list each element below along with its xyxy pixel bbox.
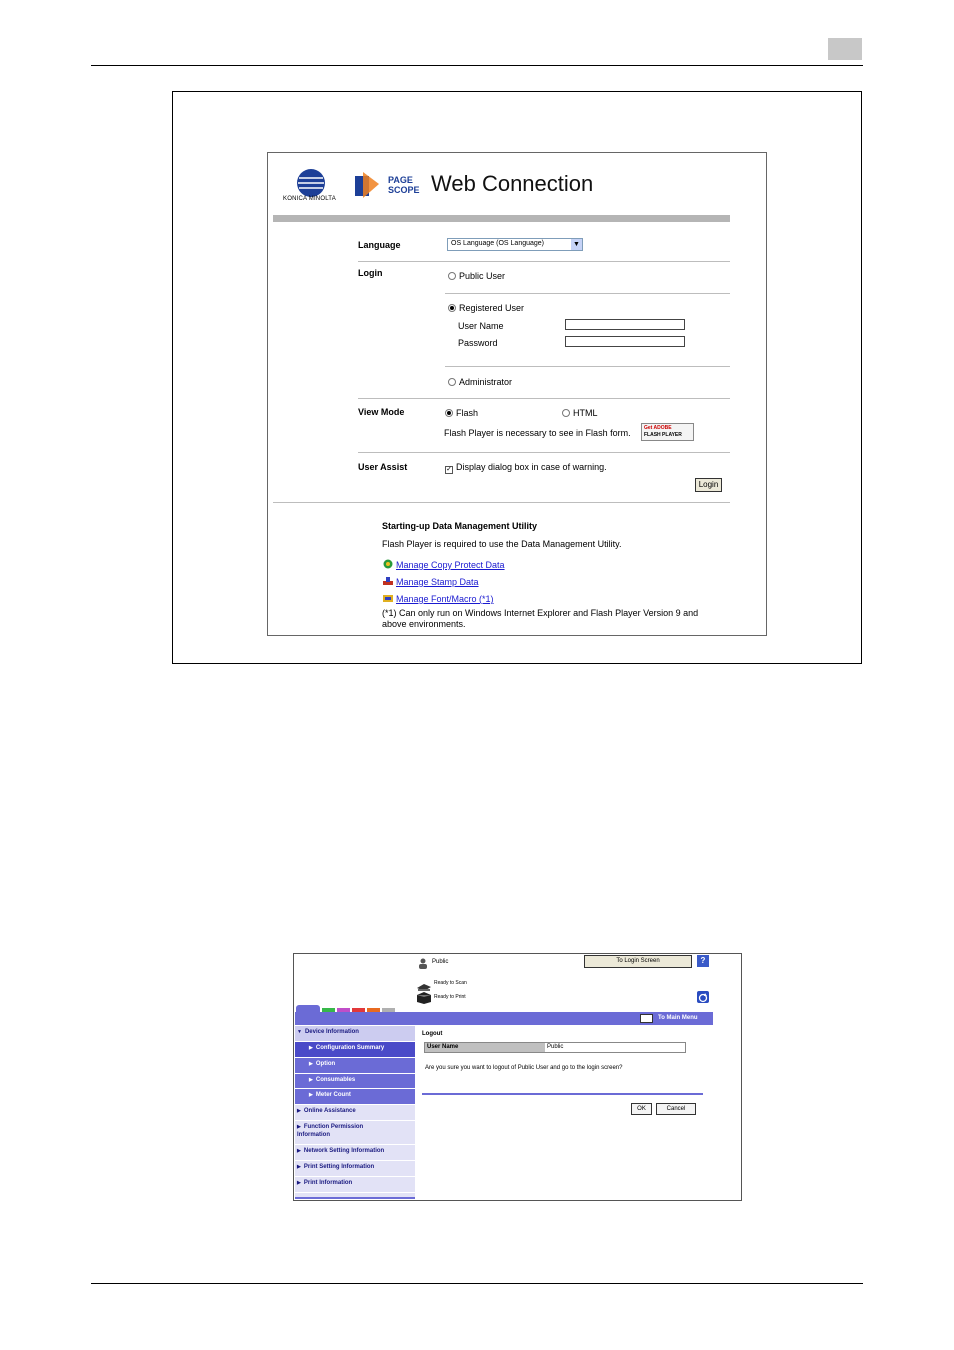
nav-option-label: Option [315,1061,336,1067]
help-icon[interactable]: ? [697,955,709,967]
radio-selected-icon [445,409,453,417]
utility-description: Flash Player is required to use the Data Management Utility. [382,539,622,549]
badge-line-2: FLASH PLAYER [644,432,682,438]
administrator-radio[interactable] [448,377,512,387]
pagescope-logo-icon [353,170,381,200]
divider [445,366,730,367]
scanner-icon [416,979,432,988]
main-menu-icon [640,1014,653,1023]
user-name-input[interactable] [565,319,685,330]
public-user-label: Public User [459,271,506,281]
logout-confirm-message: Are you sure you want to logout of Public User and go to the login screen? [425,1065,623,1071]
html-radio[interactable] [562,408,598,418]
user-name-label: User Name [458,321,504,331]
html-label: HTML [573,408,598,418]
radio-icon [448,378,456,386]
nav-print-setting-label: Print Setting Information [303,1164,375,1170]
manage-stamp-link[interactable] [382,576,479,587]
triangle-right-icon: ▶ [297,1108,301,1114]
divider [358,398,730,399]
copy-protect-icon [382,559,394,569]
logout-divider [422,1093,703,1095]
print-status: Ready to Print [434,994,466,1000]
manage-stamp-text: Manage Stamp Data [396,577,479,587]
flash-label: Flash [456,408,479,418]
manage-font-macro-link[interactable] [382,593,494,604]
triangle-right-icon: ▶ [297,1164,301,1170]
administrator-label: Administrator [459,377,513,387]
language-label: Language [358,240,401,250]
manage-copy-protect-text: Manage Copy Protect Data [396,560,505,570]
warning-dialog-label: Display dialog box in case of warning. [456,462,607,472]
nav-print-information-label: Print Information [303,1180,353,1186]
sidebar-footer [295,1193,415,1199]
triangle-right-icon: ▶ [309,1045,313,1051]
radio-selected-icon [448,304,456,312]
manage-copy-protect-link[interactable] [382,559,505,570]
triangle-right-icon: ▶ [309,1077,313,1083]
ok-button[interactable]: OK [631,1103,652,1115]
nav-network-setting-label: Network Setting Information [303,1148,385,1154]
manage-font-macro-text: Manage Font/Macro (*1) [396,594,494,604]
divider [445,293,730,294]
warning-dialog-checkbox[interactable] [445,462,607,474]
app-title: Web Connection [431,171,594,196]
language-select[interactable] [447,238,583,251]
nav-meter-count-label: Meter Count [315,1092,351,1098]
nav-device-information-label: Device Information [304,1029,359,1035]
triangle-right-icon: ▶ [309,1061,313,1067]
brand-name: KONICA MINOLTA [283,196,336,202]
user-name-value: Public [547,1044,564,1050]
footnote-line-1: (*1) Can only run on Windows Internet Explorer and Flash Player Version 9 and [382,608,699,618]
divider [273,502,730,503]
stamp-icon [382,576,394,586]
nav-print-setting[interactable] [295,1161,415,1177]
flash-radio[interactable] [445,408,478,418]
nav-option[interactable] [295,1058,415,1074]
triangle-right-icon: ▶ [297,1148,301,1154]
nav-online-assistance-label: Online Assistance [303,1108,356,1114]
nav-consumables[interactable] [295,1074,415,1089]
password-input[interactable] [565,336,685,347]
logout-title: Logout [422,1031,443,1037]
registered-user-label: Registered User [459,303,525,313]
view-mode-label: View Mode [358,407,405,417]
registered-user-radio[interactable] [448,303,524,313]
utility-title: Starting-up Data Management Utility [382,521,538,531]
radio-icon [448,272,456,280]
flash-note: Flash Player is necessary to see in Flash form. [444,428,631,438]
login-screenshot [267,152,767,636]
pagescope-mark: PAGE SCOPE [388,175,420,195]
footnote-line-2: above environments. [382,619,466,629]
password-label: Password [458,338,498,348]
user-assist-label: User Assist [358,462,408,472]
to-main-menu-link[interactable]: To Main Menu [658,1015,698,1021]
nav-online-assistance[interactable] [295,1105,415,1121]
scan-status: Ready to Scan [434,980,467,986]
user-name-header: User Name [425,1043,545,1052]
header-rule [91,65,863,66]
printer-icon [416,991,432,1004]
chevron-down-icon: ▼ [571,239,582,250]
nav-device-information[interactable] [295,1026,415,1042]
checkbox-checked-icon: ✓ [446,466,452,473]
triangle-right-icon: ▶ [297,1124,301,1130]
konica-minolta-logo [296,168,326,198]
nav-function-permission[interactable] [295,1121,415,1145]
triangle-right-icon: ▶ [309,1092,313,1098]
footer-rule [91,1283,863,1284]
font-macro-icon [382,593,394,603]
nav-meter-count[interactable] [295,1089,415,1105]
radio-icon [562,409,570,417]
user-name-row [424,1042,686,1053]
nav-configuration-summary-label: Configuration Summary [315,1045,385,1051]
user-icon [418,956,428,967]
triangle-right-icon: ▶ [297,1180,301,1186]
badge-line-1: Get ADOBE [644,425,672,431]
login-button[interactable]: Login [695,478,722,492]
nav-function-permission-label: Function Permission Information [297,1124,364,1138]
triangle-down-icon: ▼ [297,1029,302,1035]
cancel-button[interactable]: Cancel [656,1103,696,1115]
divider [358,261,730,262]
public-user-radio[interactable] [448,271,505,281]
nav-consumables-label: Consumables [315,1077,356,1083]
get-flash-player-badge[interactable] [641,423,694,441]
nav-network-setting[interactable] [295,1145,415,1161]
globe-icon [296,168,326,198]
login-label: Login [358,268,383,278]
nav-configuration-summary[interactable] [295,1042,415,1058]
divider [358,452,730,453]
title-bar [273,215,730,222]
current-user: Public [432,959,449,965]
nav-print-information[interactable] [295,1177,415,1193]
to-login-screen-button[interactable]: To Login Screen [584,955,692,968]
page-number-box [828,38,862,60]
refresh-icon[interactable] [697,991,709,1003]
language-select-value: OS Language (OS Language) [451,240,545,247]
